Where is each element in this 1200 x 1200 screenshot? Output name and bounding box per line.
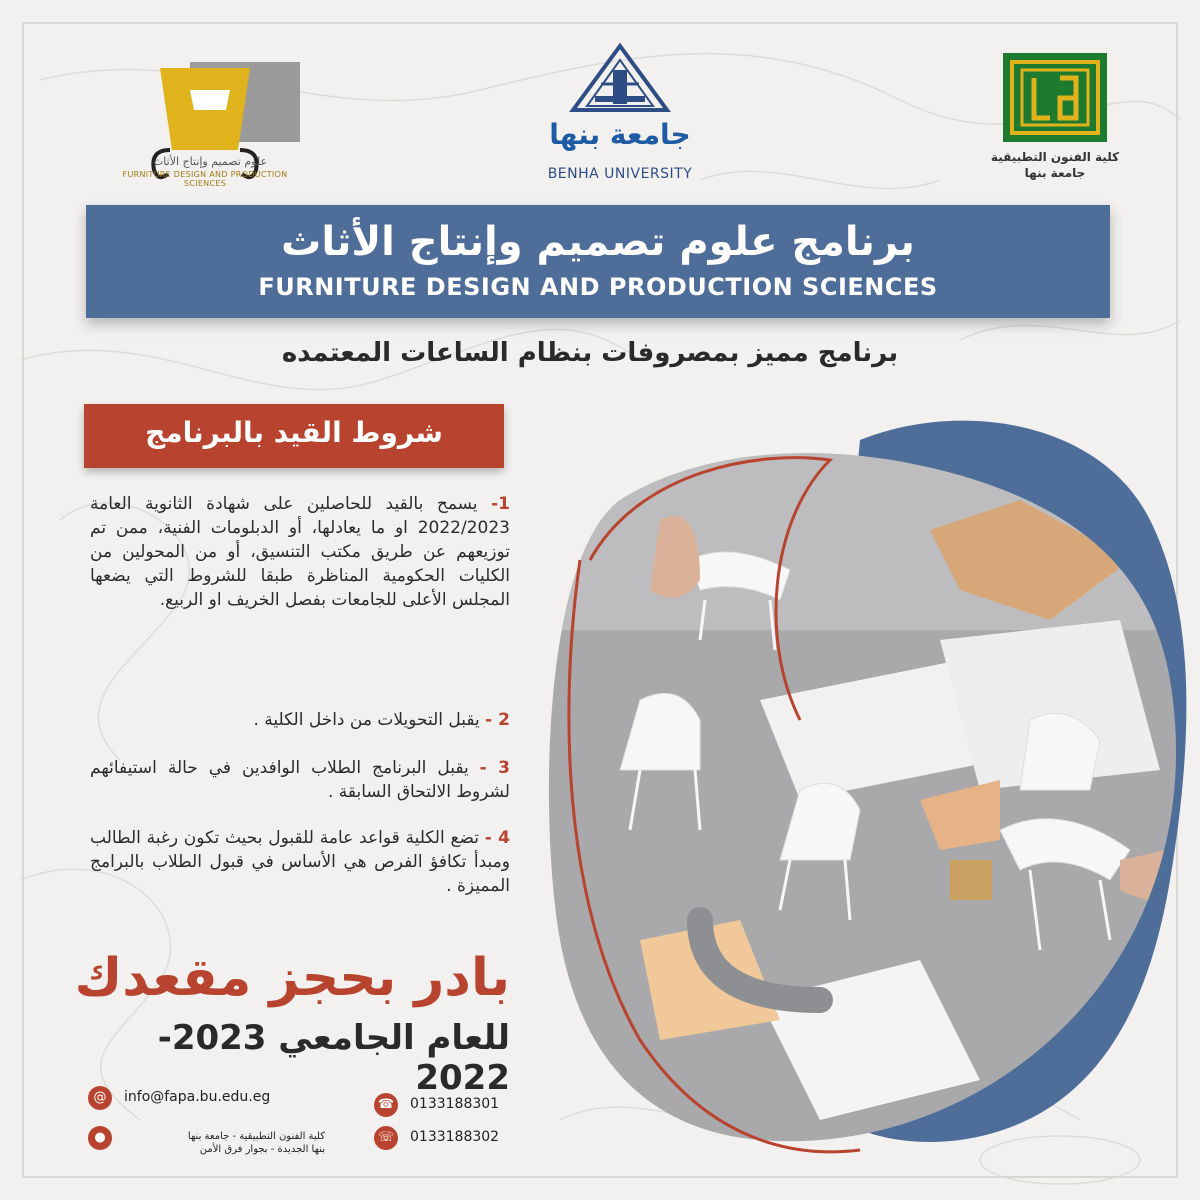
address-line-1: كلية الفنون التطبيقية - جامعة بنها [187, 1131, 325, 1142]
program-title-arabic: برنامج علوم تصميم وإنتاج الأثاث [281, 219, 915, 265]
cta-headline: بادر بحجز مقعدك [74, 948, 510, 1008]
condition-number: 1- [491, 494, 510, 514]
contact-phone-1[interactable]: 0133188301 [410, 1096, 500, 1112]
condition-text: يسمح بالقيد للحاصلين على شهادة الثانوية العامة 2022/2023 او ما يعادلها، أو الدبلومات الفنية، ممن تم توزيعهم عن طريق مكتب التنسيق، أو من المحولين من الكليات الحكومية المناظرة طبقا للشروط التي يضعها المجلس الأعلى للجامعات بفصل الخريف او الربيع. [90, 494, 510, 610]
conditions-heading: شروط القيد بالبرنامج [145, 416, 443, 449]
program-subtitle: برنامج مميز بمصروفات بنظام الساعات المعتمده [281, 338, 899, 368]
university-name-english: BENHA UNIVERSITY [547, 166, 693, 182]
web-icon: @ [88, 1086, 112, 1110]
contact-address [115, 1130, 325, 1156]
university-name-arabic: جامعة بنها [549, 118, 691, 151]
address-line-2: بنها الجديدة - بجوار فرق الأمن [199, 1144, 325, 1155]
left-logo-english: FURNITURE DESIGN AND PRODUCTION SCIENCES [122, 170, 288, 188]
condition-item-1 [90, 492, 510, 612]
cta-academic-year: للعام الجامعي 2023-2022 [157, 1018, 510, 1098]
left-logo-arabic: علوم تصميم وإنتاج الأثاث [152, 155, 268, 168]
contact-phone-2[interactable]: 0133188302 [410, 1129, 500, 1145]
location-pin-icon: ● [88, 1126, 112, 1150]
condition-text: يقبل البرنامج الطلاب الوافدين في حالة استيفائهم لشروط الالتحاق السابقة . [90, 758, 510, 802]
condition-item-3 [90, 756, 510, 804]
faculty-university: جامعة بنها [1024, 166, 1086, 180]
program-title-english: FURNITURE DESIGN AND PRODUCTION SCIENCES [258, 273, 938, 301]
faculty-name: كلية الفنون التطبيقية [990, 150, 1120, 164]
condition-text: يقبل التحويلات من داخل الكلية . [253, 710, 486, 730]
condition-text: تضع الكلية قواعد عامة للقبول بحيث تكون رغبة الطالب ومبدأ تكافؤ الفرص هي الأساس في قبول الطلاب بالبرامج المميزة . [90, 828, 510, 896]
condition-item-2 [90, 708, 510, 732]
conditions-heading-box [84, 404, 504, 468]
condition-item-4 [90, 826, 510, 898]
phone-icon: ☎ [374, 1093, 398, 1117]
condition-number: 4 - [484, 828, 510, 848]
condition-number: 3 - [479, 758, 510, 778]
condition-number: 2 - [485, 710, 510, 730]
contact-email[interactable]: info@fapa.bu.edu.eg [124, 1089, 271, 1105]
fax-phone-icon: ☏ [374, 1126, 398, 1150]
